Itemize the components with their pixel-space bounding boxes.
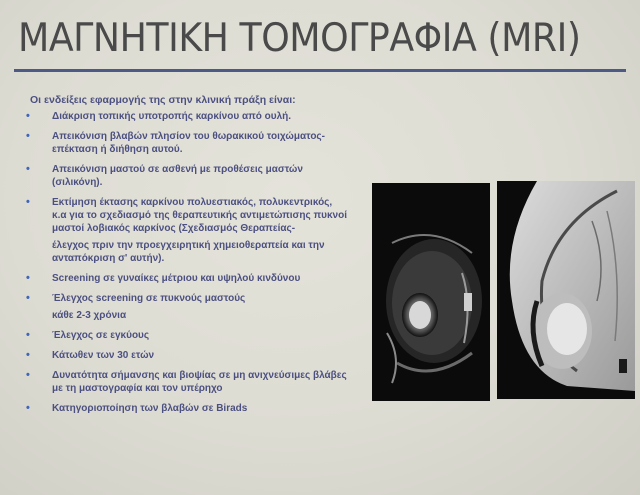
- list-item: [22, 369, 347, 395]
- mri-sagittal-image: [497, 181, 635, 399]
- bullet-icon: •: [26, 196, 30, 208]
- list-item: [22, 130, 347, 156]
- bullet-icon: •: [26, 272, 30, 284]
- list-item: [22, 110, 347, 123]
- list-item-text: Κατηγοριοποίηση των βλαβών σε Birads: [52, 403, 248, 414]
- list-item: [22, 349, 347, 362]
- intro-text: Οι ενδείξεις εφαρμογής της στην κλινική πράξη είναι:: [30, 94, 296, 106]
- list-item-text: Screening σε γυναίκες μέτριου και υψηλού κινδύνου: [52, 273, 301, 284]
- bullet-icon: •: [26, 369, 30, 381]
- indications-list: [22, 110, 347, 422]
- bullet-icon: •: [26, 292, 30, 304]
- list-item-text: Έλεγχος σε εγκύους: [52, 330, 150, 341]
- list-item: [22, 239, 347, 265]
- slide-title: ΜΑΓΝΗΤΙΚΗ ΤΟΜΟΓΡΑΦΙΑ (MRI): [18, 16, 581, 61]
- list-item: [22, 163, 347, 189]
- list-item: [22, 309, 347, 322]
- list-item: [22, 292, 347, 305]
- list-item-text: Έλεγχος screening σε πυκνούς μαστούς: [52, 293, 246, 304]
- list-item-text: κάθε 2-3 χρόνια: [52, 310, 127, 321]
- list-item-text: Απεικόνιση μαστού σε ασθενή με προθέσεις μαστών (σιλικόνη).: [52, 164, 303, 188]
- bullet-icon: •: [26, 163, 30, 175]
- list-item: [22, 402, 347, 415]
- bullet-icon: •: [26, 349, 30, 361]
- mri-axial-image: [372, 183, 490, 401]
- list-item-text: Εκτίμηση έκτασης καρκίνου πολυεστιακός, πολυκεντρικός, κ.α για το σχεδιασμό της θεραπευτικής αντιμετώπισης πυκνοί μαστοί λοβιακός καρκίνος (Σχεδιασμός Θεραπείας-: [52, 197, 347, 234]
- list-item-text: Κάτωθεν των 30 ετών: [52, 350, 155, 361]
- list-item: [22, 272, 347, 285]
- bullet-icon: •: [26, 329, 30, 341]
- list-item: [22, 196, 347, 235]
- list-item: [22, 329, 347, 342]
- list-item-text: Απεικόνιση βλαβών πλησίον του θωρακικού τοιχώματος-επέκταση ή διήθηση αυτού.: [52, 131, 325, 155]
- list-item-text: Διάκριση τοπικής υποτροπής καρκίνου από ουλή.: [52, 111, 292, 122]
- bullet-icon: •: [26, 110, 30, 122]
- title-underline: [14, 69, 626, 72]
- bullet-icon: •: [26, 402, 30, 414]
- list-item-text: Δυνατότητα σήμανσης και βιοψίας σε μη ανιχνεύσιμες βλάβες με τη μαστογραφία και τον υπέρηχο: [52, 370, 347, 394]
- bullet-icon: •: [26, 130, 30, 142]
- list-item-text: έλεγχος πριν την προεγχειρητική χημειοθεραπεία και την ανταπόκριση σ' αυτήν).: [52, 240, 325, 264]
